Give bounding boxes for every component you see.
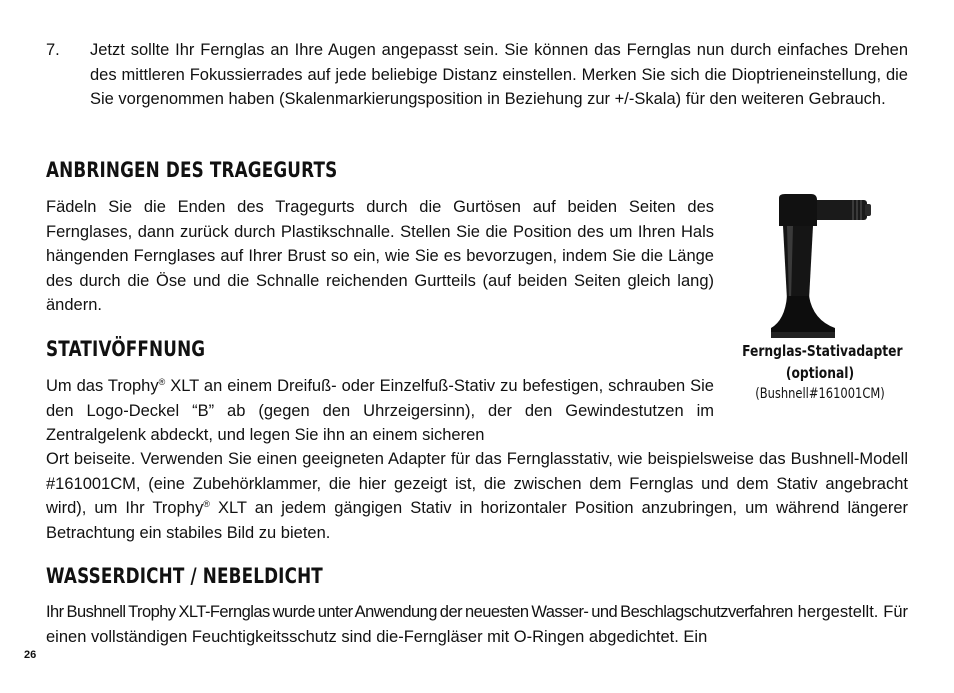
tripod-adapter-figure [735, 192, 905, 342]
heading-strap: ANBRINGEN DES TRAGEGURTS [46, 158, 338, 182]
registered-mark: ® [158, 377, 166, 387]
list-number: 7. [46, 41, 60, 59]
page-number: 26 [24, 649, 37, 661]
heading-tripod: STATIVÖFFNUNG [46, 337, 206, 361]
figure-caption [725, 340, 915, 404]
waterproof-line-1: Ihr Bushnell Trophy XLT-Fernglas wurde unter Anwendung der neuesten Wasser- und Beschlagschutzverfahren [46, 603, 793, 621]
waterproof-paragraph [46, 600, 908, 649]
waterproof-line-2: hergestellt. Für einen vollständigen Feuchtigkeitsschutz sind die-Ferngläser mit O-Ringen abgedichtet. Ein [46, 603, 909, 646]
tripod-text-3: Ort beiseite. Verwenden Sie einen geeigneten Adapter für das Fernglasstativ, wie beispielsweise das Bushnell-Modell #161001CM, (eine Zubehörklammer, die hier gezeigt ist, die zwischen dem Fernglas und dem Stativ angebracht wird), um Ihr Trophy [46, 450, 908, 517]
tripod-text-2: XLT an einem Dreifuß- oder Einzelfuß-Stativ zu befestigen, schrauben Sie den Logo-Deckel “B” ab (gegen den Uhrzeigersinn), der den Gewindestutzen im Zentralgelenk abdeckt, und legen Sie ihn an einem sicheren [46, 377, 714, 444]
caption-optional: (optional) [785, 364, 855, 382]
step-7-text: Jetzt sollte Ihr Fernglas an Ihre Augen angepasst sein. Sie können das Fernglas nun durch einfaches Drehen des mittleren Fokussierrades auf jede beliebige Distanz einstellen. Merken Sie sich die Dioptrieneinstellung, die Sie vorgenommen haben (Skalenmarkierungsposition in Beziehung zur +/-Skala) für den weiteren Gebrauch. [90, 41, 908, 108]
registered-mark-2: ® [203, 499, 210, 509]
tripod-text-4: XLT an jedem gängigen Stativ in horizontaler Position anzubringen, um während längerer Betrachtung ein stabiles Bild zu bieten. [46, 499, 908, 542]
caption-model: (Bushnell#161001CM) [755, 386, 885, 402]
tripod-adapter-icon [765, 192, 875, 342]
strap-paragraph: Fädeln Sie die Enden des Tragegurts durch die Gurtösen auf beiden Seiten des Fernglases, dann zurück durch Plastikschnalle. Stellen Sie die Position des um Ihren Hals hängenden Fernglases auf Ihrer Brust so ein, wie Sie es bevorzugen, indem Sie die Länge des durch die Öse und die Schnalle reichenden Gurtteils (auf beiden Seiten gleich lang) ändern. [46, 198, 714, 314]
tripod-paragraph-bottom [46, 447, 908, 545]
tripod-text-1: Um das Trophy [46, 377, 159, 395]
caption-title: Fernglas-Stativadapter [742, 342, 903, 360]
tripod-paragraph-top [46, 374, 714, 448]
heading-waterproof: WASSERDICHT / NEBELDICHT [46, 564, 323, 588]
